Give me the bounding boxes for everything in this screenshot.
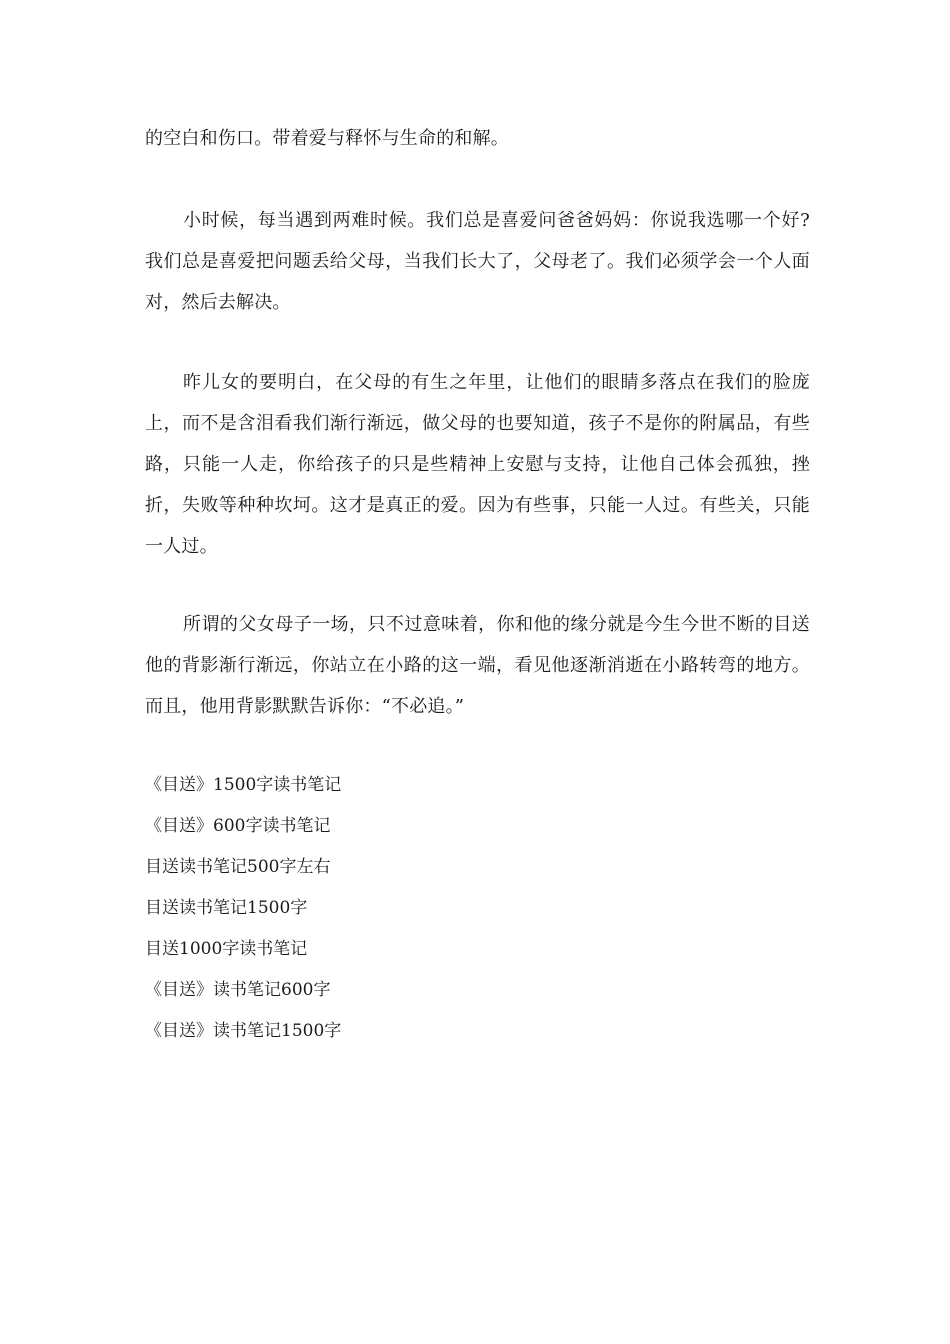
paragraph-2 xyxy=(145,200,810,323)
related-link[interactable]: 目送读书笔记500字左右 xyxy=(145,857,331,877)
paragraph-1 xyxy=(145,118,810,159)
related-link[interactable]: 《目送》读书笔记600字 xyxy=(145,980,331,1000)
related-link[interactable]: 《目送》读书笔记1500字 xyxy=(145,1021,342,1041)
paragraph-3 xyxy=(145,362,810,567)
paragraph-text: 小时候，每当遇到两难时候。我们总是喜爱问爸爸妈妈：你说我选哪一个好?我们总是喜爱把问题丢给父母，当我们长大了，父母老了。我们必须学会一个人面对，然后去解决。 xyxy=(145,210,810,313)
paragraph-4 xyxy=(145,604,810,727)
related-links-list xyxy=(145,770,745,1057)
paragraph-text: 所谓的父女母子一场，只不过意味着，你和他的缘分就是今生今世不断的目送他的背影渐行渐远，你站立在小路的这一端，看见他逐渐消逝在小路转弯的地方。而且，他用背影默默告诉你：“不必追。” xyxy=(145,614,810,717)
paragraph-text: 昨儿女的要明白，在父母的有生之年里，让他们的眼睛多落点在我们的脸庞上，而不是含泪看我们渐行渐远，做父母的也要知道，孩子不是你的附属品，有些路，只能一人走，你给孩子的只是些精神上安慰与支持，让他自己体会孤独，挫折，失败等种种坎坷。这才是真正的爱。因为有些事，只能一人过。有些关，只能一人过。 xyxy=(145,372,810,557)
related-link[interactable]: 目送1000字读书笔记 xyxy=(145,939,308,959)
related-link[interactable]: 《目送》600字读书笔记 xyxy=(145,816,331,836)
paragraph-text: 的空白和伤口。带着爱与释怀与生命的和解。 xyxy=(145,128,509,149)
related-link[interactable]: 目送读书笔记1500字 xyxy=(145,898,308,918)
related-link[interactable]: 《目送》1500字读书笔记 xyxy=(145,775,342,795)
